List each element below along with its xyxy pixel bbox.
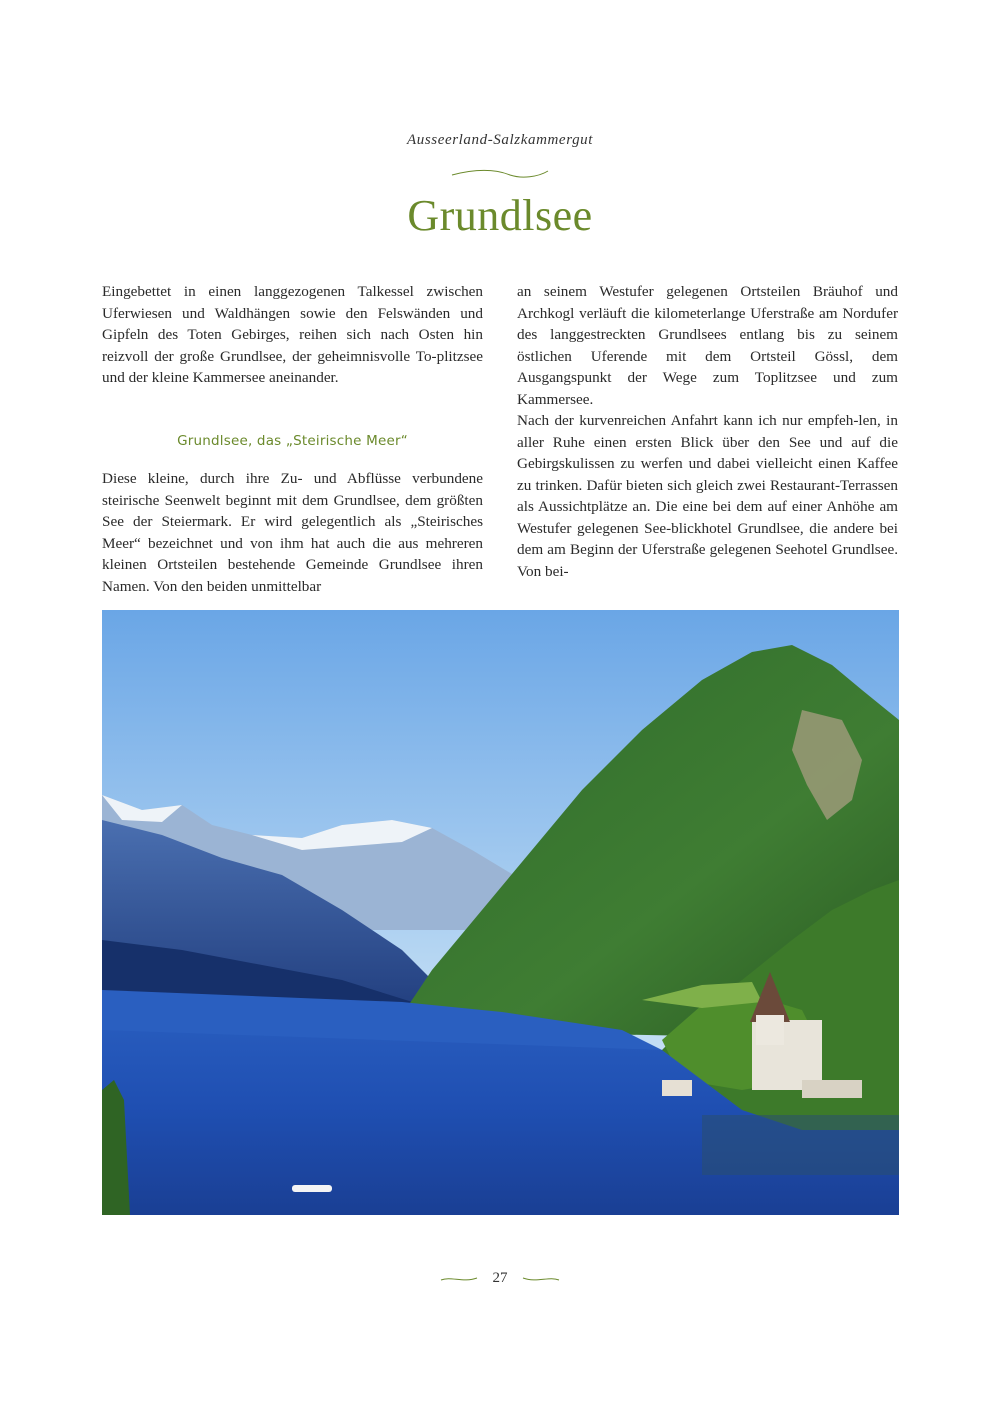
page-title: Grundlsee: [407, 191, 593, 240]
body-paragraph: Diese kleine, durch ihre Zu- und Abflüsse verbundene steirische Seenwelt beginnt mit dem Grundlsee, dem größten See der Steiermark. Er wird gelegentlich als „Steirisches Meer“ bezeichnet und von ihm hat auch die aus mehreren kleinen Ortsteilen bestehende Gemeinde Grundlsee ihren Namen. Von den beiden unmittelbar: [102, 470, 483, 595]
page-number: 27: [492, 1270, 508, 1286]
body-paragraph-second: Nach der kurvenreichen Anfahrt kann ich nur empfeh-len, in aller Ruhe einen ersten Blick über den See und auf die Gebirgskulissen zu werfen und dabei vielleicht einen Kaffee zu trinken. Dafür bieten sich gleich zwei Restaurant-Terrassen als Aussichtplätze an. Die eine bei dem auf einer Anhöhe am Westufer gelegenen See-blickhotel Grundlsee, die andere bei dem am Beginn der Uferstraße gelegenen Seehotel Grundlsee. Von bei-: [517, 412, 898, 580]
left-column: [102, 281, 483, 597]
page-footer: [0, 1270, 1000, 1287]
folio-ornament-left: [439, 1274, 479, 1284]
section-subheading: Grundlsee, das „Steirische Meer“: [177, 432, 408, 449]
right-column: [517, 281, 898, 582]
title-ornament: [450, 166, 550, 180]
intro-paragraph: Eingebettet in einen langgezogenen Talkessel zwischen Uferwiesen und Waldhängen sowie den Felswänden und Gipfeln des Toten Gebirges, reihen sich nach Osten hin reizvoll der große Grundlsee, der geheimnisvolle To-plitzsee und der kleine Kammersee aneinander.: [102, 283, 483, 386]
section-kicker: Ausseerland-Salzkammergut: [406, 132, 594, 148]
lake-photo: [102, 610, 899, 1215]
body-paragraph-continued: an seinem Westufer gelegenen Ortsteilen Bräuhof und Archkogl verläuft die kilometerlange Uferstraße am Nordufer des langgestreckten Grundlsees entlang bis zu seinem östlichen Uferende mit dem Ortsteil Gössl, dem Ausgangspunkt der Wege zum Toplitzsee und zum Kammersee.: [517, 283, 898, 408]
folio-ornament-right: [521, 1274, 561, 1284]
